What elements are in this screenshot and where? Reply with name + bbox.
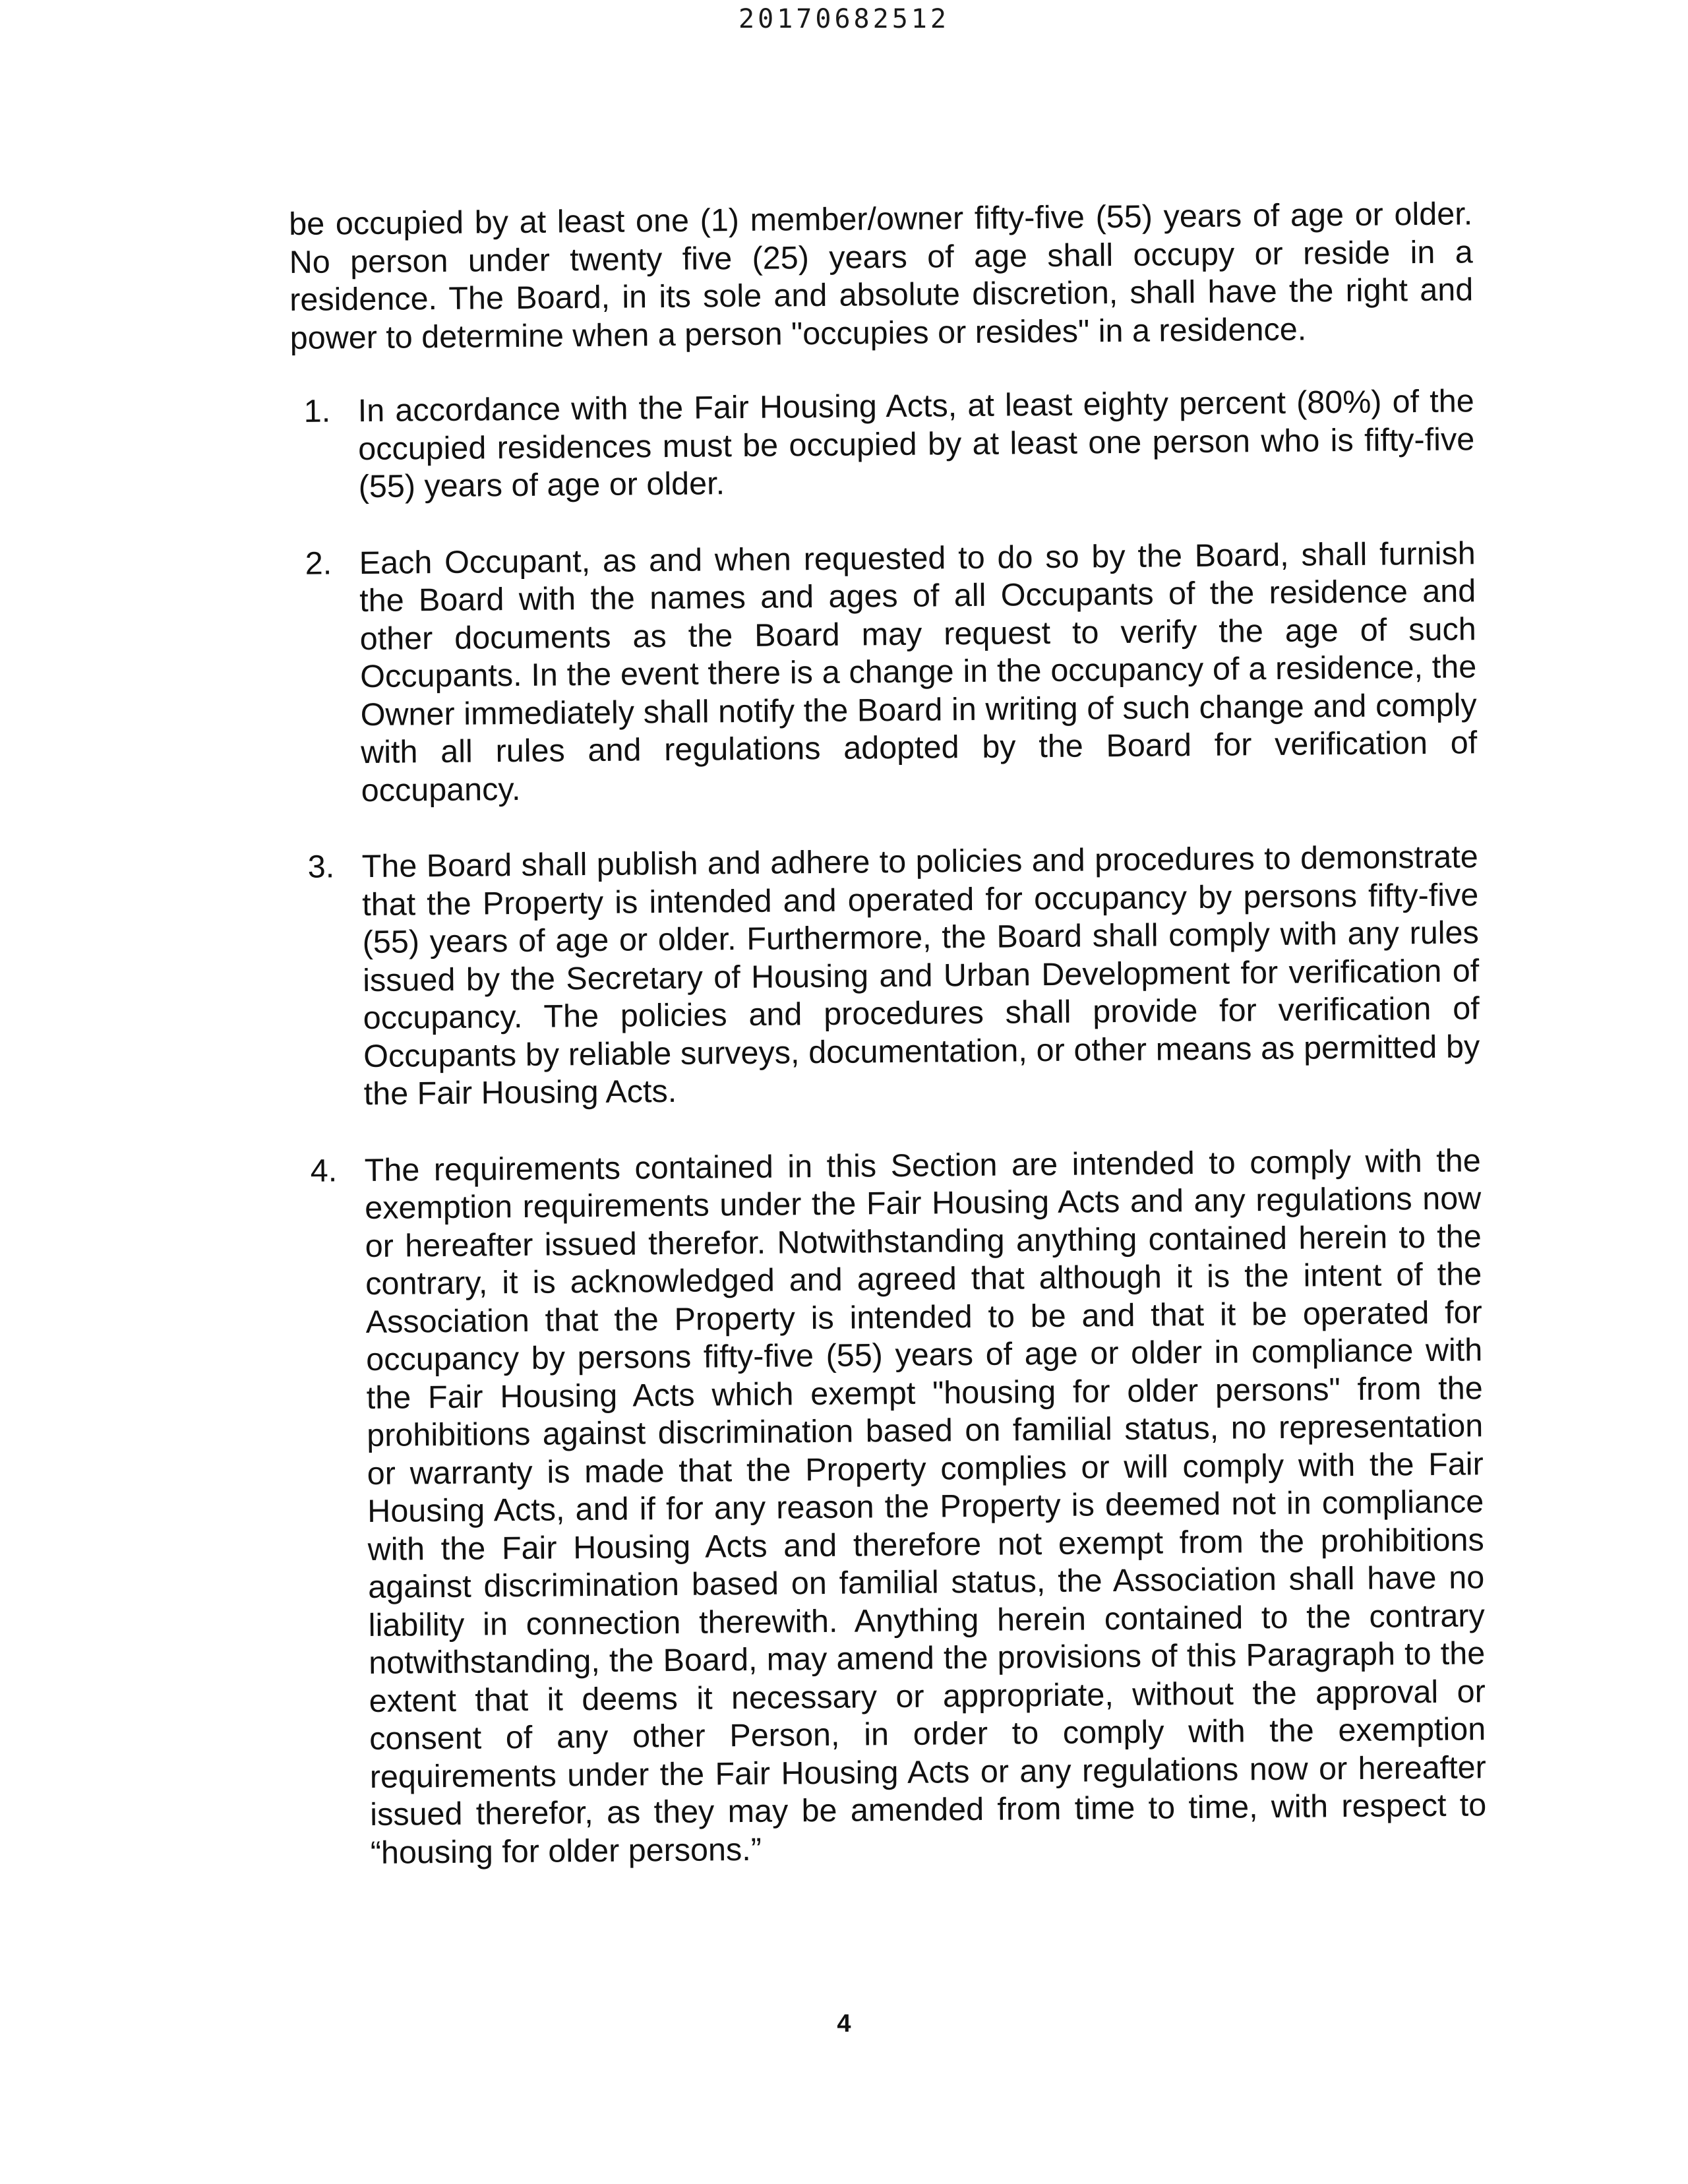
list-item <box>297 1142 1487 1873</box>
list-item-text: The requirements contained in this Section are intended to comply with the exemption requirements under the Fair Housing Acts and any regulations now or hereafter issued therefor. Notwithstanding anything contained herein to the contrary, it is acknowledged and agreed that although it is the intent of the Association that the Property is intended to be and that it be operated for occupancy by persons fifty-five (55) years of age or older in compliance with the Fair Housing Acts which exempt "housing for older persons" from the prohibitions against discrimination based on familial status, no representation or warranty is made that the Property complies or will comply with the Fair Housing Acts, and if for any reason the Property is deemed not in compliance with the Fair Housing Acts and therefore not exempt from the prohibitions against discrimination based on familial status, the Association shall have no liability in connection therewith. Anything herein contained to the contrary notwithstanding, the Board, may amend the provisions of this Paragraph to the extent that it deems it necessary or appropriate, without the approval or consent of any other Person, in order to comply with the exemption requirements under the Fair Housing Acts or any regulations now or hereafter issued therefor, as they may be amended from time to time, with respect to “housing for older persons.” <box>364 1142 1487 1871</box>
page-number: 4 <box>837 2010 851 2038</box>
list-item-number: 2. <box>305 545 332 582</box>
list-item-number: 1. <box>303 393 331 429</box>
list-item-number: 4. <box>310 1152 338 1189</box>
list-item-text: Each Occupant, as and when requested to do so by the Board, shall furnish the Board with the names and ages of all Occupants of the residence and other documents as the Board may request to verify the age of such Occupants. In the event there is a change in the occupancy of a residence, the Owner immediately shall notify the Board in writing of such change and comply with all rules and regulations adopted by the Board for verification of occupancy. <box>359 535 1478 808</box>
document-body <box>289 195 1487 1911</box>
list-item-number: 3. <box>307 849 335 885</box>
list-item-text: In accordance with the Fair Housing Acts, at least eighty percent (80%) of the occupied residences must be occupied by at least one person who is fifty-five (55) years of age or older. <box>357 383 1475 505</box>
document-number: 20170682512 <box>738 4 950 34</box>
intro-paragraph: be occupied by at least one (1) member/owner fifty-five (55) years of age or older. No person under twenty five (25) years of age shall occupy or reside in a residence. The Board, in its sole and absolute discretion, shall have the right and power to determine when a person "occupies or resides" in a residence. <box>289 196 1474 356</box>
list-item-text: The Board shall publish and adhere to policies and procedures to demonstrate that the Property is intended and operated for occupancy by persons fifty-five (55) years of age or older. Furthermore, the Board shall comply with any rules issued by the Secretary of Housing and Urban Development for verification of occupancy. The policies and procedures shall provide for verification of Occupants by reliable surveys, documentation, or other means as permitted by the Fair Housing Acts. <box>361 839 1480 1112</box>
list-item <box>290 382 1474 506</box>
list-item <box>291 535 1477 810</box>
list-item <box>295 838 1480 1114</box>
numbered-list <box>290 382 1487 1873</box>
